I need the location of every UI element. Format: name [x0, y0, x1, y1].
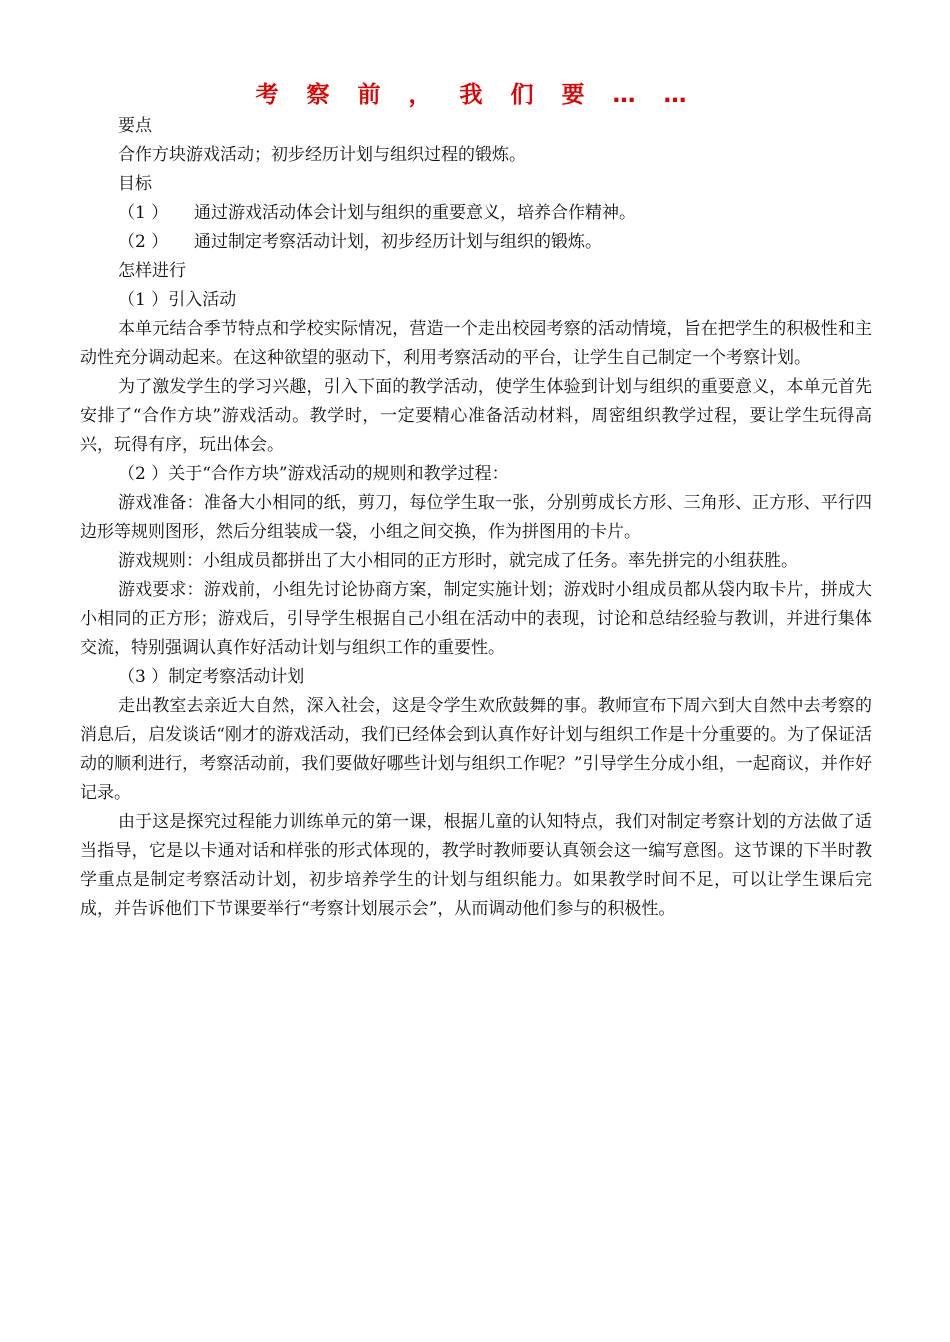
- goal-item-1: [80, 199, 872, 228]
- key-points-text: 合作方块游戏活动；初步经历计划与组织过程的锻炼。: [118, 145, 526, 165]
- document-page: [80, 78, 872, 924]
- page-title: 考 察 前 ， 我 们 要 … …: [255, 82, 697, 108]
- goals-heading: 目标: [118, 174, 152, 194]
- goal-2-number: （2 ）: [118, 232, 169, 252]
- goal-1-number: （1 ）: [118, 203, 169, 223]
- howto-heading: 怎样进行: [118, 261, 186, 281]
- step-3-paragraph-1: 走出教室去亲近大自然，深入社会，这是令学生欢欣鼓舞的事。教师宣布下周六到大自然中去考察的消息后，启发谈话“刚才的游戏活动，我们已经体会到认真作好计划与组织工作是十分重要的。为了保证活动的顺利进行，考察活动前，我们要做好哪些计划与组织工作呢？”引导学生分成小组，一起商议，并作好记录。: [80, 696, 872, 803]
- step-2-requirements: 游戏要求：游戏前，小组先讨论协商方案，制定实施计划；游戏时小组成员都从袋内取卡片，拼成大小相同的正方形；游戏后，引导学生根据自己小组在活动中的表现，讨论和总结经验与教训，并进行集体交流，特别强调认真作好活动计划与组织工作的重要性。: [80, 580, 872, 658]
- step-2-rules: 游戏规则：小组成员都拼出了大小相同的正方形时，就完成了任务。率先拼完的小组获胜。: [118, 551, 798, 571]
- step-1-paragraph-2: 为了激发学生的学习兴趣，引入下面的教学活动，使学生体验到计划与组织的重要意义，本单元首先安排了“合作方块”游戏活动。教学时，一定要精心准备活动材料，周密组织教学过程，要让学生玩得高兴，玩得有序，玩出体会。: [80, 377, 872, 455]
- key-points-heading: 要点: [118, 116, 152, 136]
- step-3-paragraph-2: 由于这是探究过程能力训练单元的第一课，根据儿童的认知特点，我们对制定考察计划的方法做了适当指导，它是以卡通对话和样张的形式体现的，教学时教师要认真领会这一编写意图。这节课的下半时教学重点是制定考察活动计划，初步培养学生的计划与组织能力。如果教学时间不足，可以让学生课后完成，并告诉他们下节课要举行“考察计划展示会”，从而调动他们参与的积极性。: [80, 812, 872, 919]
- step-3-heading: （3 ）制定考察活动计划: [118, 667, 305, 687]
- goal-item-2: [80, 228, 872, 257]
- goal-1-text: 通过游戏活动体会计划与组织的重要意义，培养合作精神。: [194, 203, 636, 223]
- goal-2-text: 通过制定考察活动计划，初步经历计划与组织的锻炼。: [194, 232, 602, 252]
- step-2-heading: （2 ）关于“合作方块”游戏活动的规则和教学过程：: [118, 464, 509, 484]
- step-1-paragraph-1: 本单元结合季节特点和学校实际情况，营造一个走出校园考察的活动情境，旨在把学生的积极性和主动性充分调动起来。在这种欲望的驱动下，利用考察活动的平台，让学生自己制定一个考察计划。: [80, 319, 872, 368]
- step-2-preparation: 游戏准备：准备大小相同的纸，剪刀，每位学生取一张，分别剪成长方形、三角形、正方形、平行四边形等规则图形，然后分组装成一袋，小组之间交换，作为拼图用的卡片。: [80, 493, 872, 542]
- step-1-heading: （1 ）引入活动: [118, 290, 237, 310]
